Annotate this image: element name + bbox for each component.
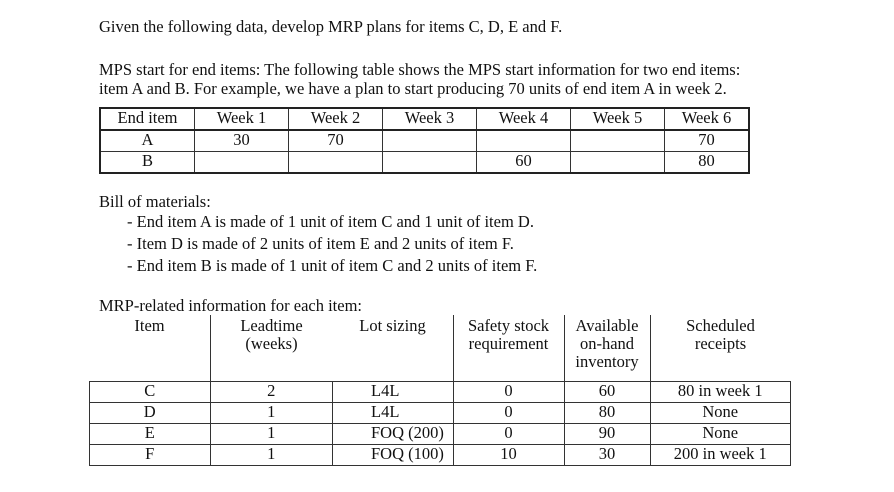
mps-cell: 80	[665, 152, 750, 174]
mps-cell: 60	[477, 152, 571, 174]
mps-table	[99, 107, 750, 174]
mrp-cell: D	[90, 403, 211, 424]
mps-cell	[571, 130, 665, 152]
mrp-cell: F	[90, 445, 211, 466]
bom-list-item	[127, 256, 537, 276]
mrp-cell: 0	[453, 382, 564, 403]
mps-header-cell: Week 4	[477, 108, 571, 130]
mrp-header-cell	[453, 315, 564, 382]
mrp-table	[89, 315, 791, 466]
mrp-title: MRP-related information for each item:	[99, 296, 363, 315]
mrp-header-cell	[90, 315, 211, 382]
mrp-cell: 1	[210, 403, 333, 424]
mrp-cell: None	[650, 424, 791, 445]
mrp-cell: L4L	[333, 382, 454, 403]
mps-header-cell: Week 6	[665, 108, 750, 130]
mrp-header-text: (weeks)	[245, 334, 298, 353]
bom-list-item	[127, 212, 534, 232]
mps-cell: 70	[665, 130, 750, 152]
mps-cell	[289, 152, 383, 174]
mps-cell	[195, 152, 289, 174]
mrp-cell: 1	[210, 424, 333, 445]
mrp-cell: 60	[564, 382, 650, 403]
mps-cell: A	[100, 130, 195, 152]
mrp-cell: 1	[210, 445, 333, 466]
bom-list-item	[127, 234, 514, 254]
bom-item-text: End item B is made of 1 unit of item C and 2 units of item F.	[136, 256, 538, 275]
mps-header-cell: Week 2	[289, 108, 383, 130]
mrp-header-text: Safety stock	[467, 316, 550, 335]
mrp-cell: 80 in week 1	[650, 382, 791, 403]
mrp-cell: 2	[210, 382, 333, 403]
mrp-header-text: Item	[134, 316, 165, 335]
mps-row-b	[100, 152, 749, 174]
mrp-cell: 30	[564, 445, 650, 466]
bullet-dash: -	[127, 256, 137, 275]
mrp-header-text: Lot sizing	[359, 316, 426, 335]
mrp-cell: C	[90, 382, 211, 403]
bullet-dash: -	[127, 212, 137, 231]
mrp-cell: 80	[564, 403, 650, 424]
mrp-cell: 0	[453, 403, 564, 424]
mps-description-line-2: item A and B. For example, we have a plan to start producing 70 units of end item A in week 2.	[99, 79, 727, 98]
mps-cell: B	[100, 152, 195, 174]
mrp-header-cell	[210, 315, 333, 382]
mrp-cell: FOQ (200)	[333, 424, 454, 445]
mps-cell	[571, 152, 665, 174]
mps-header-cell: Week 1	[195, 108, 289, 130]
mps-header-cell: Week 5	[571, 108, 665, 130]
mps-cell: 70	[289, 130, 383, 152]
mps-header-cell: End item	[100, 108, 195, 130]
mrp-cell: 200 in week 1	[650, 445, 791, 466]
bom-title: Bill of materials:	[99, 192, 211, 211]
mrp-cell: None	[650, 403, 791, 424]
mps-header-cell: Week 3	[383, 108, 477, 130]
mrp-header-cell	[333, 315, 454, 382]
bullet-dash: -	[127, 234, 137, 253]
mrp-row-f	[90, 445, 791, 466]
mps-row-a	[100, 130, 749, 152]
mrp-header-text: on-hand	[579, 334, 635, 353]
mrp-header-cell	[650, 315, 791, 382]
mrp-row-e	[90, 424, 791, 445]
mrp-header-text: inventory	[575, 352, 639, 371]
mps-cell: 30	[195, 130, 289, 152]
mrp-header-text: Leadtime	[240, 316, 303, 335]
mrp-header-cell	[564, 315, 650, 382]
mrp-cell: 90	[564, 424, 650, 445]
mrp-header-row	[90, 315, 791, 382]
mrp-header-text: Scheduled	[686, 316, 755, 335]
intro-text: Given the following data, develop MRP plans for items C, D, E and F.	[99, 17, 563, 36]
mrp-cell: L4L	[333, 403, 454, 424]
mps-description-line-1: MPS start for end items: The following table shows the MPS start information for two end items:	[99, 60, 741, 79]
mps-cell	[383, 152, 477, 174]
mps-cell	[383, 130, 477, 152]
mrp-header-text: requirement	[468, 334, 549, 353]
mps-header-row	[100, 108, 749, 130]
bom-item-text: End item A is made of 1 unit of item C and 1 unit of item D.	[136, 212, 534, 231]
mps-cell	[477, 130, 571, 152]
mrp-row-d	[90, 403, 791, 424]
mrp-cell: 0	[453, 424, 564, 445]
bom-item-text: Item D is made of 2 units of item E and 2 units of item F.	[136, 234, 514, 253]
mrp-cell: FOQ (100)	[333, 445, 454, 466]
mrp-row-c	[90, 382, 791, 403]
mrp-cell: E	[90, 424, 211, 445]
mrp-header-text: Available	[575, 316, 639, 335]
mrp-cell: 10	[453, 445, 564, 466]
mrp-header-text: receipts	[694, 334, 747, 353]
